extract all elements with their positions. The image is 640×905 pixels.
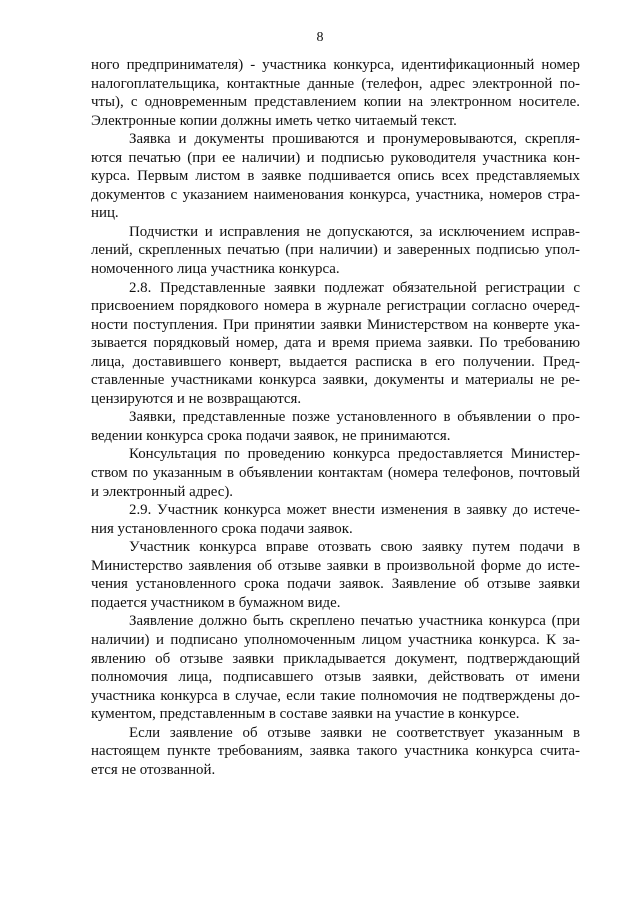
text-line: ются печатью (при ее наличии) и подписью руководителя участника кон- — [91, 149, 580, 166]
text-line: полномочия лица, подписавшего отзыв заявки, действовать от имени — [91, 669, 580, 686]
text-line: лений, скрепленных печатью (при наличии) и заверенных подписью упол- — [91, 242, 580, 259]
paragraph — [91, 408, 580, 445]
text-line: участника конкурса в случае, если такие полномочия не подтверждены до- — [91, 687, 580, 704]
text-line: лица, доставившего конверт, выдается расписка в его получении. Пред- — [91, 353, 580, 370]
paragraph — [91, 724, 580, 780]
text-line: чения установленного срока подачи заявок. Заявление об отзыве заявки — [91, 576, 580, 593]
text-line: ного предпринимателя) - участника конкурса, идентификационный номер — [91, 57, 580, 73]
paragraph — [91, 501, 580, 538]
text-line: курса. Первым листом в заявке подшивается опись всех представляемых — [91, 168, 580, 185]
text-line: номоченного лица участника конкурса. — [91, 261, 340, 278]
text-line: настоящем пункте требованиям, заявка такого участника конкурса счита- — [91, 743, 580, 760]
text-line: 2.8. Представленные заявки подлежат обязательной регистрации с — [129, 279, 580, 296]
paragraph — [91, 130, 580, 223]
text-line: Заявление должно быть скреплено печатью участника конкурса (при — [129, 613, 580, 630]
text-line: налогоплательщика, контактные данные (телефон, адрес электронной по- — [91, 75, 580, 92]
text-line: ности поступления. При принятии заявки Министерством на конверте ука- — [91, 316, 580, 333]
text-line: Заявка и документы прошиваются и пронумеровываются, скрепля- — [129, 131, 580, 148]
text-line: Если заявление об отзыве заявки не соответствует указанным в — [129, 724, 580, 741]
paragraph — [91, 56, 580, 130]
text-line: ставленные участниками конкурса заявки, документы и материалы не ре- — [91, 372, 580, 389]
text-line: чты), с одновременным представлением копии на электронном носителе. — [91, 94, 580, 111]
text-line: цензируются и не возвращаются. — [91, 390, 302, 407]
text-line: Участник конкурса вправе отозвать свою заявку путем подачи в — [129, 539, 580, 556]
text-line: зывается порядковый номер, дата и время приема заявки. По требованию — [91, 335, 580, 352]
text-line: наличии) и подписано уполномоченным лицом участника конкурса. К за- — [91, 631, 580, 648]
text-line: 2.9. Участник конкурса может внести изменения в заявку до истече- — [129, 502, 580, 519]
text-line: Консультация по проведению конкурса предоставляется Министер- — [129, 446, 580, 463]
paragraph — [91, 612, 580, 723]
text-line: документов с указанием наименования конкурса, участника, номеров стра- — [91, 186, 580, 203]
paragraph — [91, 279, 580, 409]
text-line: Заявки, представленные позже установленного в объявлении о про- — [129, 409, 580, 426]
text-line: кументом, представленным в составе заявки на участие в конкурсе. — [91, 706, 520, 723]
paragraph — [91, 223, 580, 279]
text-line: Подчистки и исправления не допускаются, за исключением исправ- — [129, 223, 580, 240]
text-line: явлению об отзыве заявки прикладывается документ, подтверждающий — [91, 650, 580, 667]
text-line: подается участником в бумажном виде. — [91, 594, 341, 611]
document-body — [91, 56, 580, 779]
page-number: 8 — [316, 30, 324, 45]
paragraph — [91, 538, 580, 612]
text-line: Электронные копии должны иметь четко читаемый текст. — [91, 112, 457, 129]
text-line: ния установленного срока подачи заявок. — [91, 520, 353, 537]
text-line: ведении конкурса срока подачи заявок, не принимаются. — [91, 427, 451, 444]
text-line: Министерство заявления об отзыве заявки в произвольной форме до исте- — [91, 557, 580, 574]
paragraph — [91, 445, 580, 501]
text-line: ется не отозванной. — [91, 761, 216, 778]
text-line: ниц. — [91, 205, 119, 222]
text-line: ством по указанным в объявлении контактам (номера телефонов, почтовый — [91, 465, 580, 482]
text-line: присвоением порядкового номера в журнале регистрации согласно очеред- — [91, 298, 580, 315]
text-line: и электронный адрес). — [91, 483, 234, 500]
